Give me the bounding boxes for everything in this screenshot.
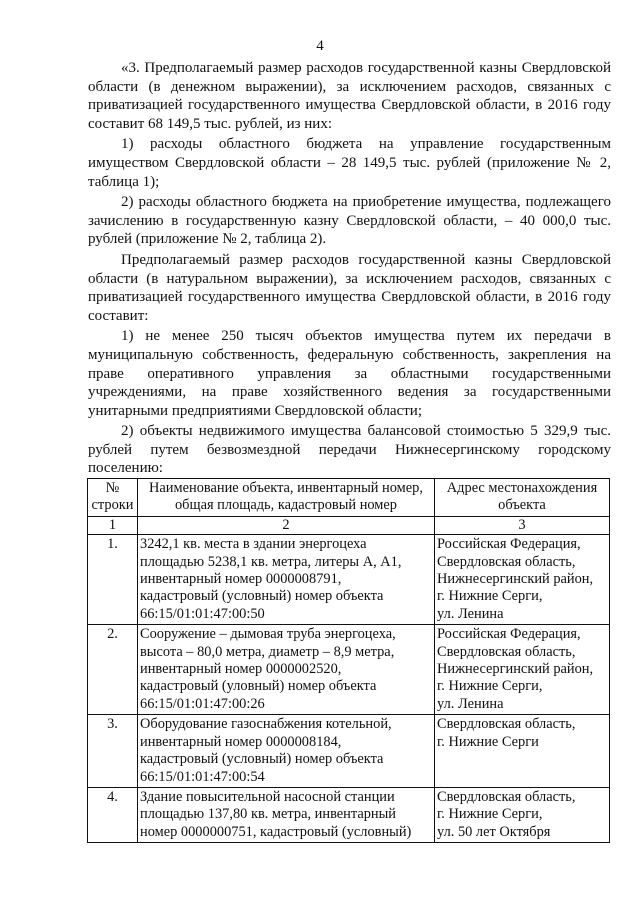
object-name: Оборудование газоснабжения котельной, инвентарный номер 0000008184, кадастровый (условный) номер объекта 66:15/01:01:47:00:54	[138, 715, 435, 788]
object-name: Здание повысительной насосной станции площадью 137,80 кв. метра, инвентарный номер 0000000751, кадастровый (условный)	[138, 787, 435, 842]
object-name: 3242,1 кв. места в здании энергоцеха площадью 5238,1 кв. метра, литеры А, А1, инвентарный номер 0000008791, кадастровый (условный) номер объекта 66:15/01:01:47:00:50	[138, 535, 435, 625]
table-row	[88, 787, 610, 842]
header-address: Адрес местонахождения объекта	[435, 479, 610, 517]
object-address: Свердловская область, г. Нижние Серги, ул. 50 лет Октября	[435, 787, 610, 842]
object-address: Российская Федерация, Свердловская область, Нижнесергинский район, г. Нижние Серги, ул. Ленина	[435, 625, 610, 715]
paragraph-item-real-estate: 2) объекты недвижимого имущества балансовой стоимостью 5 329,9 тыс. рублей путем безвозмездной передачи Нижнесергинскому городскому поселению:	[88, 423, 611, 477]
object-address: Российская Федерация, Свердловская область, Нижнесергинский район, г. Нижние Серги, ул. Ленина	[435, 535, 610, 625]
object-address: Свердловская область, г. Нижние Серги	[435, 715, 610, 788]
header-object-name: Наименование объекта, инвентарный номер, общая площадь, кадастровый номер	[138, 479, 435, 517]
row-number: 1.	[88, 535, 138, 625]
index-cell: 2	[138, 516, 435, 534]
row-number: 3.	[88, 715, 138, 788]
paragraph-expenses-money: «3. Предполагаемый размер расходов государственной казны Свердловской области (в денежном выражении), за исключением расходов, связанных с приватизацией государственного имущества Свердловской области, в 2016 году составит 68 149,5 тыс. рублей, из них:	[88, 60, 611, 132]
row-number: 2.	[88, 625, 138, 715]
index-cell: 3	[435, 516, 610, 534]
table-row	[88, 715, 610, 788]
table-index-row	[88, 516, 610, 534]
page-number: 4	[316, 38, 324, 54]
paragraph-expenses-natural: Предполагаемый размер расходов государственной казны Свердловской области (в натуральном выражении), за исключением расходов, связанных с приватизацией государственного имущества Свердловской области, в 2016 году составит:	[88, 251, 611, 324]
paragraph-item-management: 1) расходы областного бюджета на управление государственным имуществом Свердловской области – 28 149,5 тыс. рублей (приложение № 2, таблица 1);	[88, 136, 611, 190]
row-number: 4.	[88, 787, 138, 842]
objects-table	[87, 478, 610, 843]
object-name: Сооружение – дымовая труба энергоцеха, высота – 80,0 метра, диаметр – 8,9 метра, инвентарный номер 0000002520, кадастровый (уловный) номер объекта 66:15/01:01:47:00:26	[138, 625, 435, 715]
table-header-row	[88, 479, 610, 517]
table-row	[88, 625, 610, 715]
index-cell: 1	[88, 516, 138, 534]
header-row-number: № строки	[88, 479, 138, 517]
table-row	[88, 535, 610, 625]
document-body	[88, 59, 611, 478]
paragraph-item-acquisition: 2) расходы областного бюджета на приобретение имущества, подлежащего зачислению в государственную казну Свердловской области, – 40 000,0 тыс. рублей (приложение № 2, таблица 2).	[88, 194, 611, 248]
paragraph-item-transfer: 1) не менее 250 тысяч объектов имущества путем их передачи в муниципальную собственность, федеральную собственность, закрепления на праве оперативного управления за областными государственными учреждениями, на праве хозяйственного ведения за государственными унитарными предприятиями Свердловской области;	[88, 328, 611, 419]
